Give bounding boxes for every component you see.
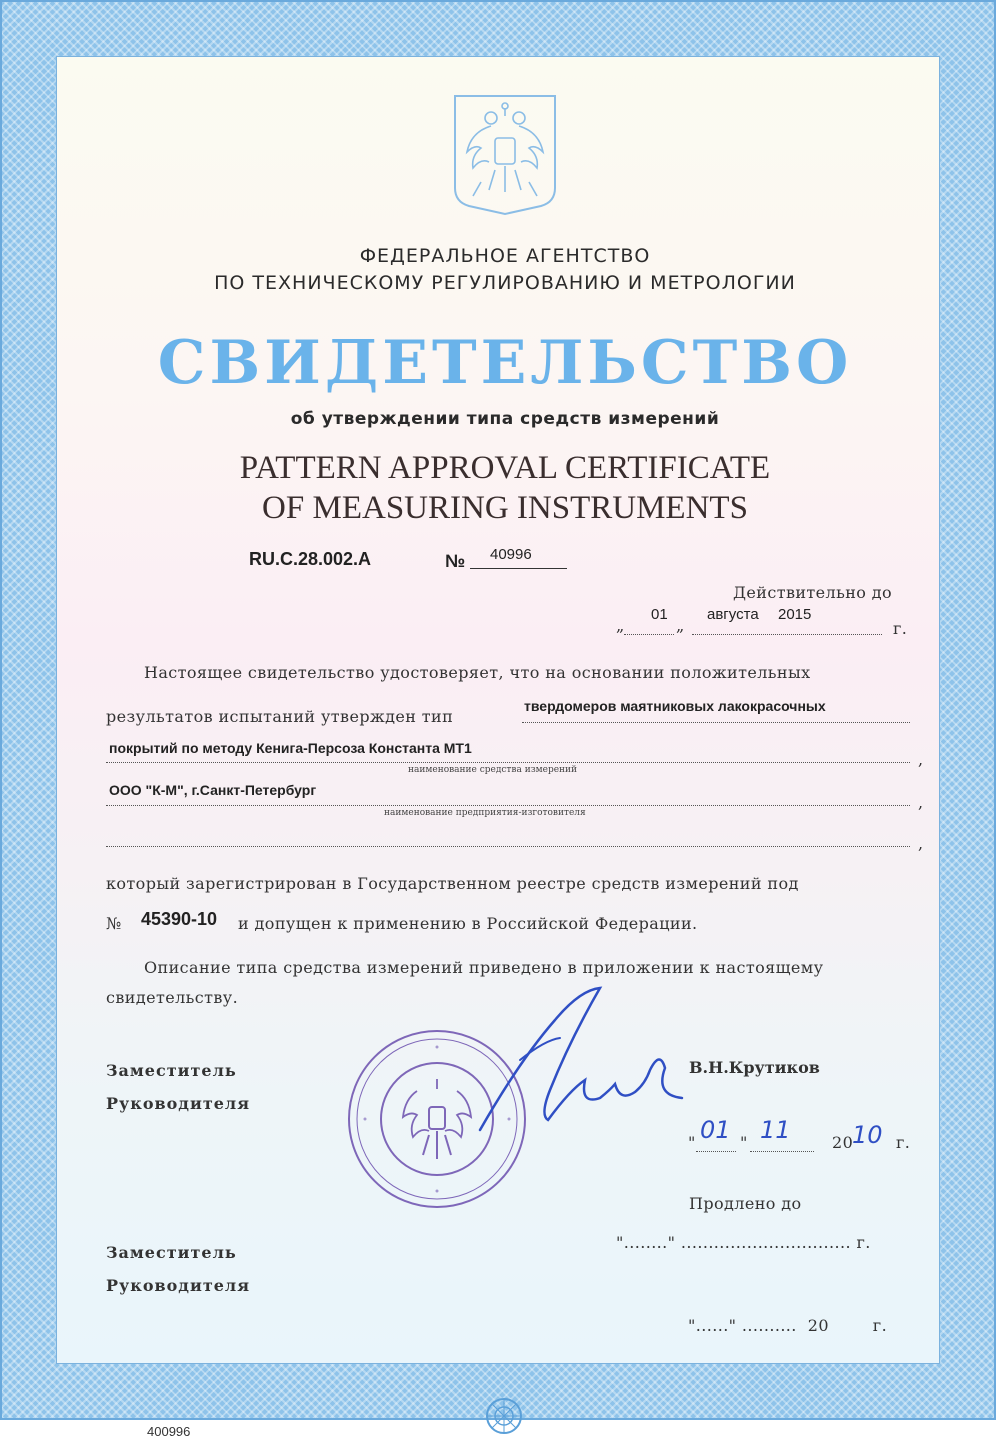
instrument-note: наименование средства измерений <box>408 765 578 775</box>
signatory1-date-suffix: г. <box>896 1133 911 1152</box>
certificate-code: RU.C.28.002.A <box>249 549 372 569</box>
signatory1-name: В.Н.Крутиков <box>689 1058 820 1077</box>
signatory2-date-template: "......" .......... 20 г. <box>688 1316 888 1335</box>
extra-line-dots <box>106 846 910 847</box>
english-title-line1: PATTERN APPROVAL CERTIFICATE <box>239 450 771 486</box>
signatory1-date-year-prefix: 20 <box>832 1133 854 1152</box>
instrument-line1-dots <box>522 722 910 723</box>
signatory1-date-day: 01 <box>700 1116 731 1144</box>
certificate-title: СВИДЕТЕЛЬСТВО <box>157 328 853 398</box>
valid-until-open-quote: „ <box>616 616 625 635</box>
para3-line1: Описание типа средства измерений приведено в приложении к настоящему <box>144 958 824 977</box>
signatory1-month-dots <box>750 1151 814 1152</box>
valid-until-close-quote: „ <box>676 616 685 635</box>
signatory1-date-year-suffix: 10 <box>852 1121 883 1149</box>
extra-line-comma: , <box>918 834 924 853</box>
para3-line2: свидетельству. <box>106 988 239 1007</box>
valid-day-dots <box>624 634 674 635</box>
handwritten-signature <box>460 980 700 1150</box>
number-underline <box>470 568 567 569</box>
valid-until-label: Действительно до <box>733 583 893 602</box>
agency-name-line1: ФЕДЕРАЛЬНОЕ АГЕНТСТВО <box>359 245 651 267</box>
agency-name-line2: ПО ТЕХНИЧЕСКОМУ РЕГУЛИРОВАНИЮ И МЕТРОЛОГИИ <box>214 272 796 294</box>
registry-number-prefix: № <box>106 914 122 933</box>
manufacturer-comma: , <box>918 793 924 812</box>
rosette-ornament <box>484 1396 524 1436</box>
valid-day: 01 <box>651 606 668 623</box>
extended-label: Продлено до <box>689 1194 802 1213</box>
number-label: № <box>445 551 466 571</box>
registry-number: 45390-10 <box>141 909 218 929</box>
signatory1-role-line2: Руководителя <box>106 1094 251 1113</box>
valid-month: августа <box>707 606 759 623</box>
registry-line: который зарегистрирован в Государственном реестре средств измерений под <box>106 874 799 893</box>
manufacturer-dots <box>106 805 910 806</box>
para1-line1: Настоящее свидетельство удостоверяет, что на основании положительных <box>144 663 811 682</box>
signatory1-date-close-quote: " <box>740 1133 748 1152</box>
manufacturer-name: ООО "К-М", г.Санкт-Петербург <box>109 782 317 798</box>
certificate-subtitle: об утверждении типа средств измерений <box>290 409 720 429</box>
instrument-line2-dots <box>106 762 910 763</box>
instrument-name-part2: покрытий по методу Кенига-Персоза Константа МТ1 <box>109 740 472 756</box>
signatory1-role-line1: Заместитель <box>106 1061 237 1080</box>
signatory2-role-line1: Заместитель <box>106 1243 237 1262</box>
extended-date-template: "........" ............................... г. <box>616 1233 871 1252</box>
para1-line2-prefix: результатов испытаний утвержден тип <box>106 707 454 726</box>
valid-year: 2015 <box>778 606 812 623</box>
instrument-comma: , <box>918 750 924 769</box>
valid-month-dots <box>692 634 882 635</box>
certificate-number: 40996 <box>490 546 532 563</box>
english-title-line2: OF MEASURING INSTRUMENTS <box>262 490 748 526</box>
manufacturer-note: наименование предприятия-изготовителя <box>384 808 586 818</box>
valid-year-suffix: г. <box>893 619 908 638</box>
instrument-name-part1: твердомеров маятниковых лакокрасочных <box>524 698 826 714</box>
signatory1-date-month: 11 <box>760 1116 791 1144</box>
registry-suffix: и допущен к применению в Российской Федерации. <box>238 914 698 933</box>
signatory1-day-dots <box>696 1151 736 1152</box>
signatory2-role-line2: Руководителя <box>106 1276 251 1295</box>
coat-of-arms-emblem <box>451 92 559 216</box>
signatory1-date-open-quote: " <box>688 1133 696 1152</box>
footer-serial-number: 400996 <box>147 1424 191 1439</box>
